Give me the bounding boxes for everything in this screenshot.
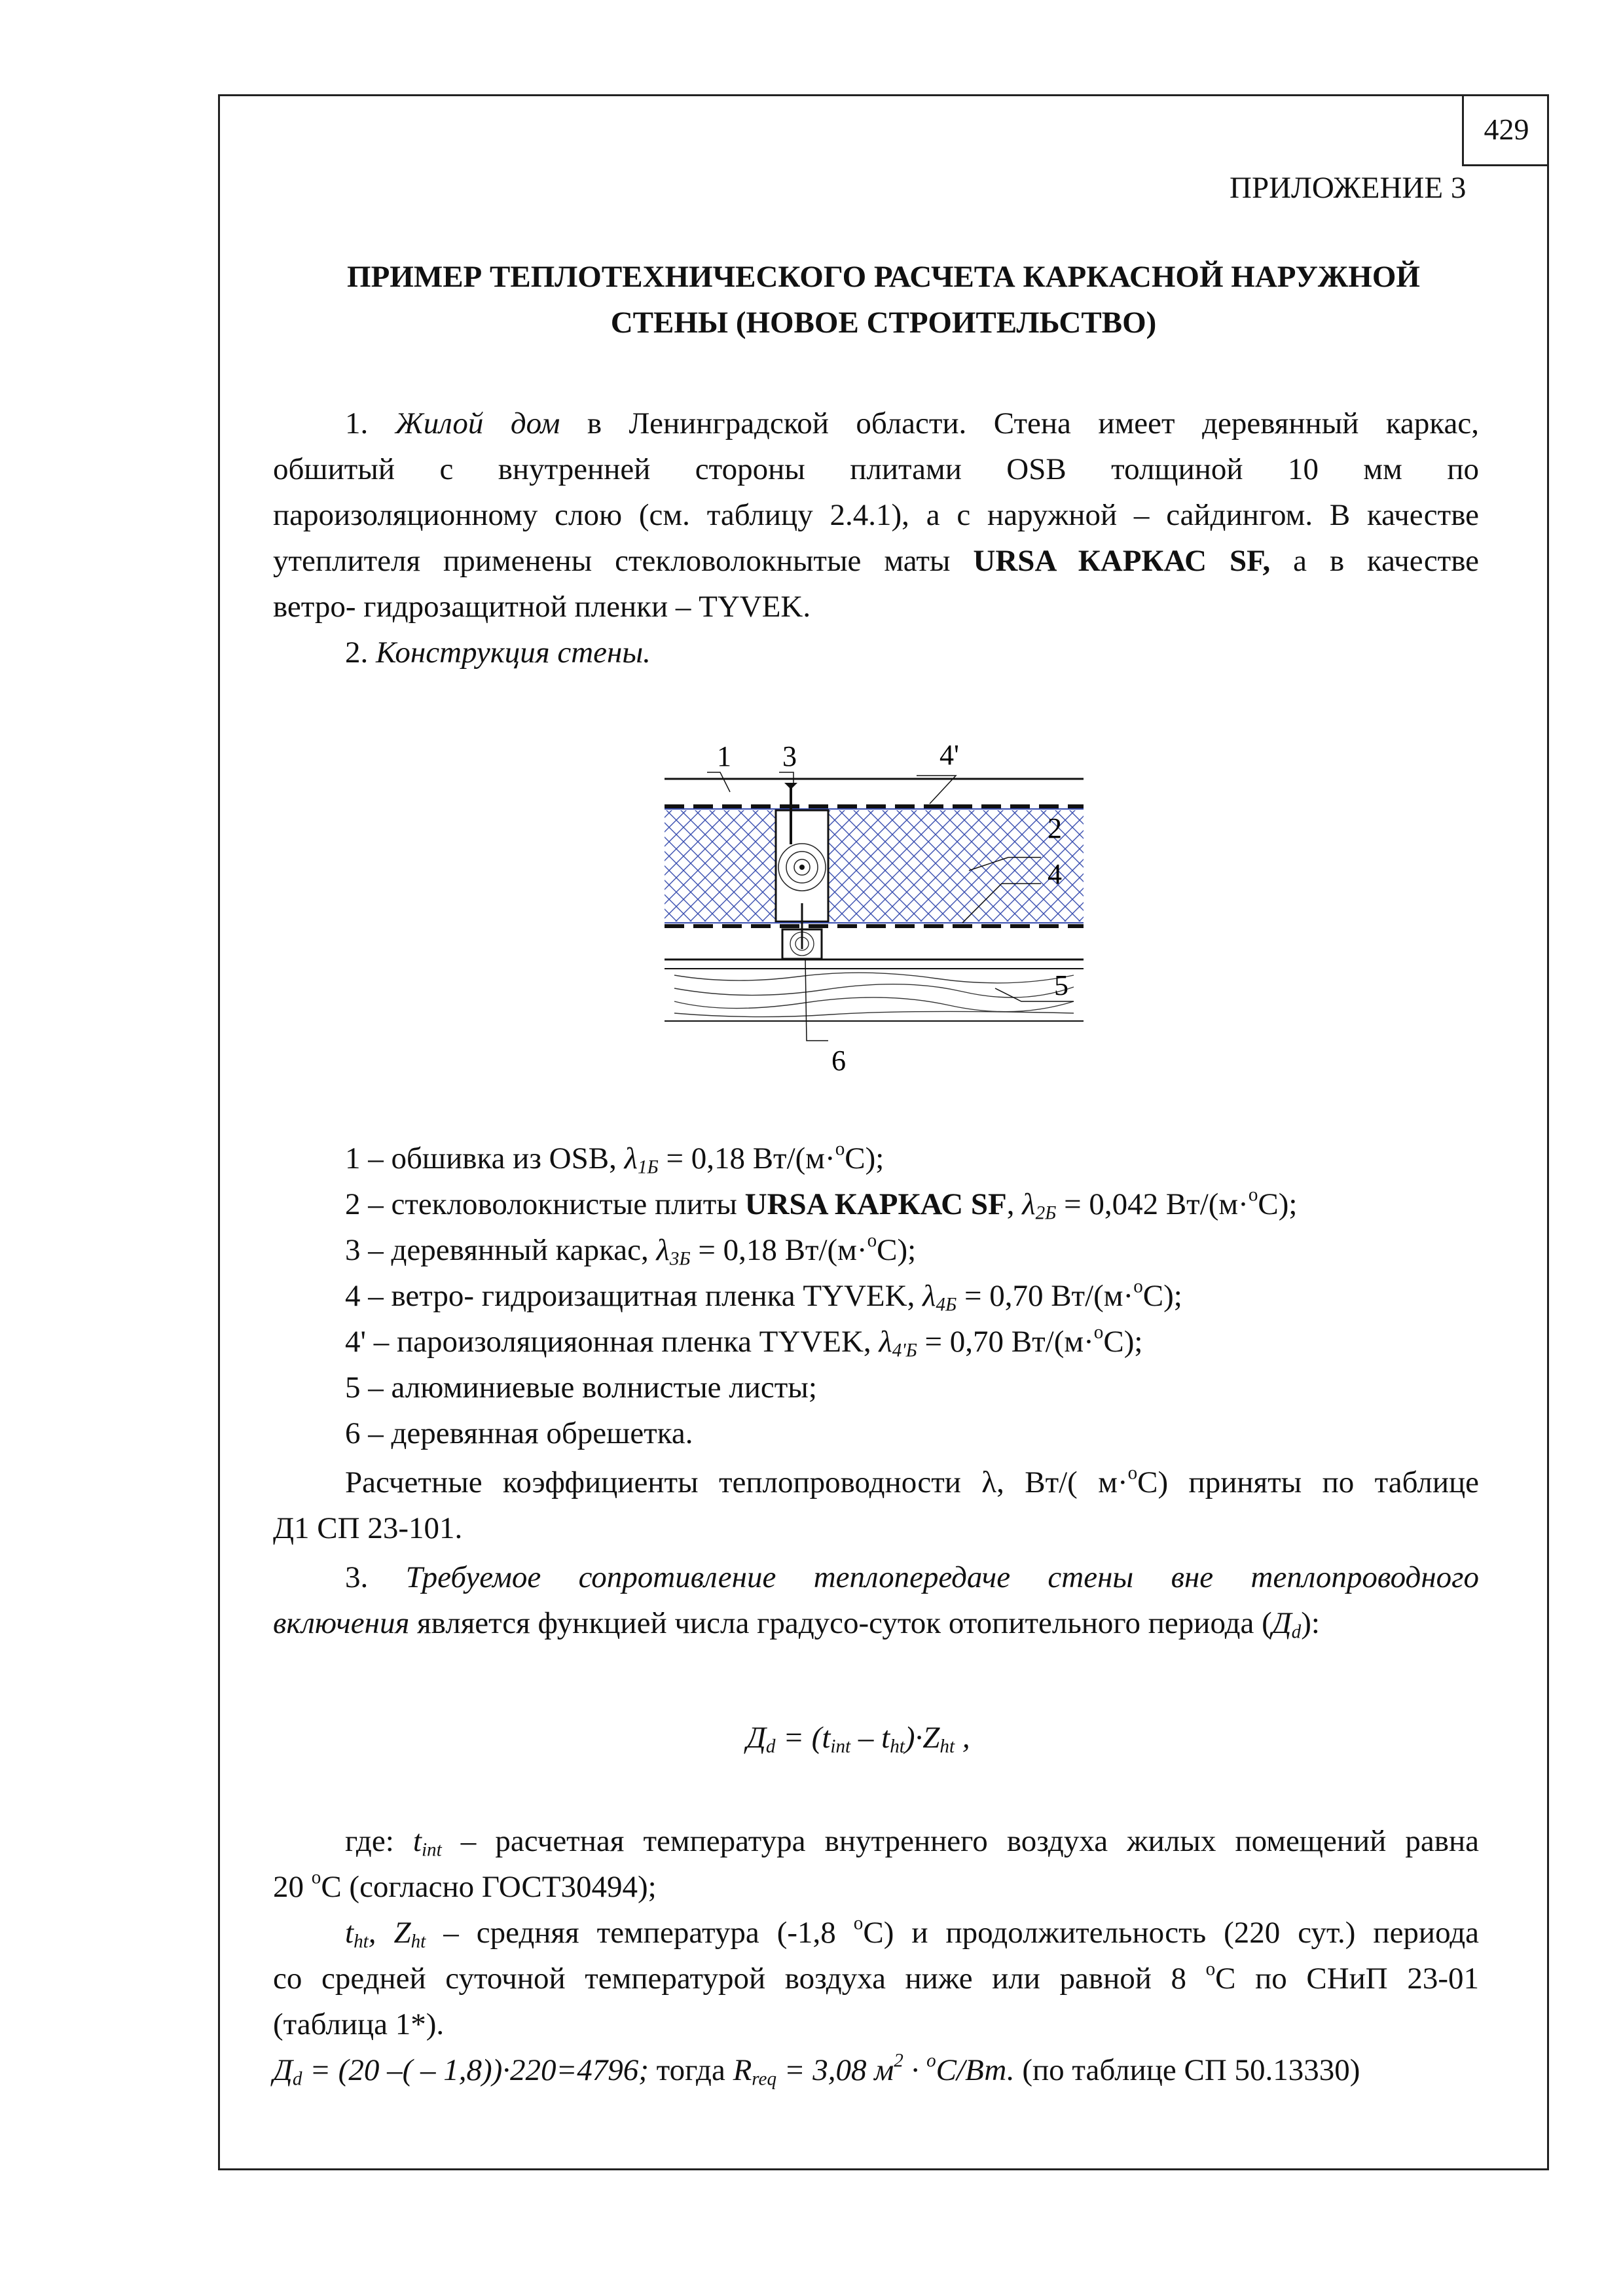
page-title-line2: СТЕНЫ (НОВОЕ СТРОИТЕЛЬСТВО) [610,306,1157,340]
diagram-label-2: 2 [1048,812,1062,844]
diagram-label-4: 4 [1048,858,1062,890]
diagram-label-5: 5 [1054,969,1068,1001]
legend-item-4: 4 – ветро- гидроизащитная пленка TYVEK, $\lambda_{4Б} = 0,70$ Вт/(м·$^о$С); [345,1276,1182,1316]
paragraph-2: 2. Конструкция стены. [345,636,651,670]
diagram-label-1: 1 [717,740,731,772]
legend-item-3: 3 – деревянный каркас, $\lambda_{3Б} = 0,18$ Вт/(м·$^о$С); [345,1230,917,1270]
paragraph-coefficients: Расчетные коэффициенты теплопроводности λ, Вт/( м·$^о$С) приняты по таблице Д1 СП 23-101. [273,1462,1480,1545]
page-title-line1: ПРИМЕР ТЕПЛОТЕХНИЧЕСКОГО РАСЧЕТА КАРКАСНОЙ НАРУЖНОЙ [347,260,1420,294]
legend-item-1: 1 – обшивка из OSB, $\lambda_{1Б} = 0,18$ Вт/(м·$^о$С); [345,1138,884,1178]
diagram-label-3: 3 [782,740,797,772]
paragraph-3: 3. Требуемое сопротивление теплопередаче стены вне теплопроводного включения является функцией числа градусо-суток отопительного периода $(Д_d)$: [273,1560,1479,1643]
wall-section-diagram [655,726,1100,1080]
degree-days-formula: $Д_d = (t_{int} - t_{ht})\cdot Z_{ht}$ , [746,1721,970,1757]
final-calculation: $Д_d = (20$ –( – 1,8))·220=4796; тогда $R_{req} = 3,08$ $м^2 \cdot ^оС/Вт$. (по таблице СП 50.13330) [273,2050,1360,2090]
insulation-left [665,810,776,922]
osb-layer [665,779,1084,805]
legend-item-5: 5 – алюминиевые волнистые листы; [345,1371,817,1405]
paragraph-tht: $t_{ht}$, $Z_{ht}$ – средняя температура (-1,8 $^о$С) и продолжительность (220 сут.) периода со средней суточной температурой воздуха ниже или равной 8 $^о$С по СНиП 23-01 (таблица 1*). [273,1912,1480,2041]
page-number: 429 [1462,94,1549,166]
legend-item-6: 6 – деревянная обрешетка. [345,1416,693,1450]
paragraph-1: 1. Жилой дом в Ленинградской области. Стена имеет деревянный каркас, обшитый с внутренней стороны плитами OSB толщиной 10 мм по пароизоляционному слою (см. таблицу 2.4.1), а с наружной – сайдингом. В качестве утеплителя применены стекловолокнытые маты URSA КАРКАС SF, а в качестве ветро- гидрозащитной пленки – TYVEK. [273,406,1480,624]
paragraph-where: где: $t_{int}$ – расчетная температура внутреннего воздуха жилых помещений равна 20 $^о$С (согласно ГОСТ30494); [273,1824,1479,1904]
legend-item-4prime: 4' – пароизоляцияонная пленка TYVEK, $\lambda_{4'Б} = 0,70$ Вт/(м·$^о$С); [345,1321,1143,1361]
legend-item-2: 2 – стекловолокнистые плиты URSA КАРКАС SF, $\lambda_{2Б} = 0,042$ Вт/(м·$^о$С); [345,1184,1298,1224]
diagram-label-6: 6 [831,1045,846,1077]
diagram-label-4prime: 4' [939,739,959,771]
appendix-label: ПРИЛОЖЕНИЕ 3 [1230,171,1467,205]
insulation-right [828,810,1084,922]
